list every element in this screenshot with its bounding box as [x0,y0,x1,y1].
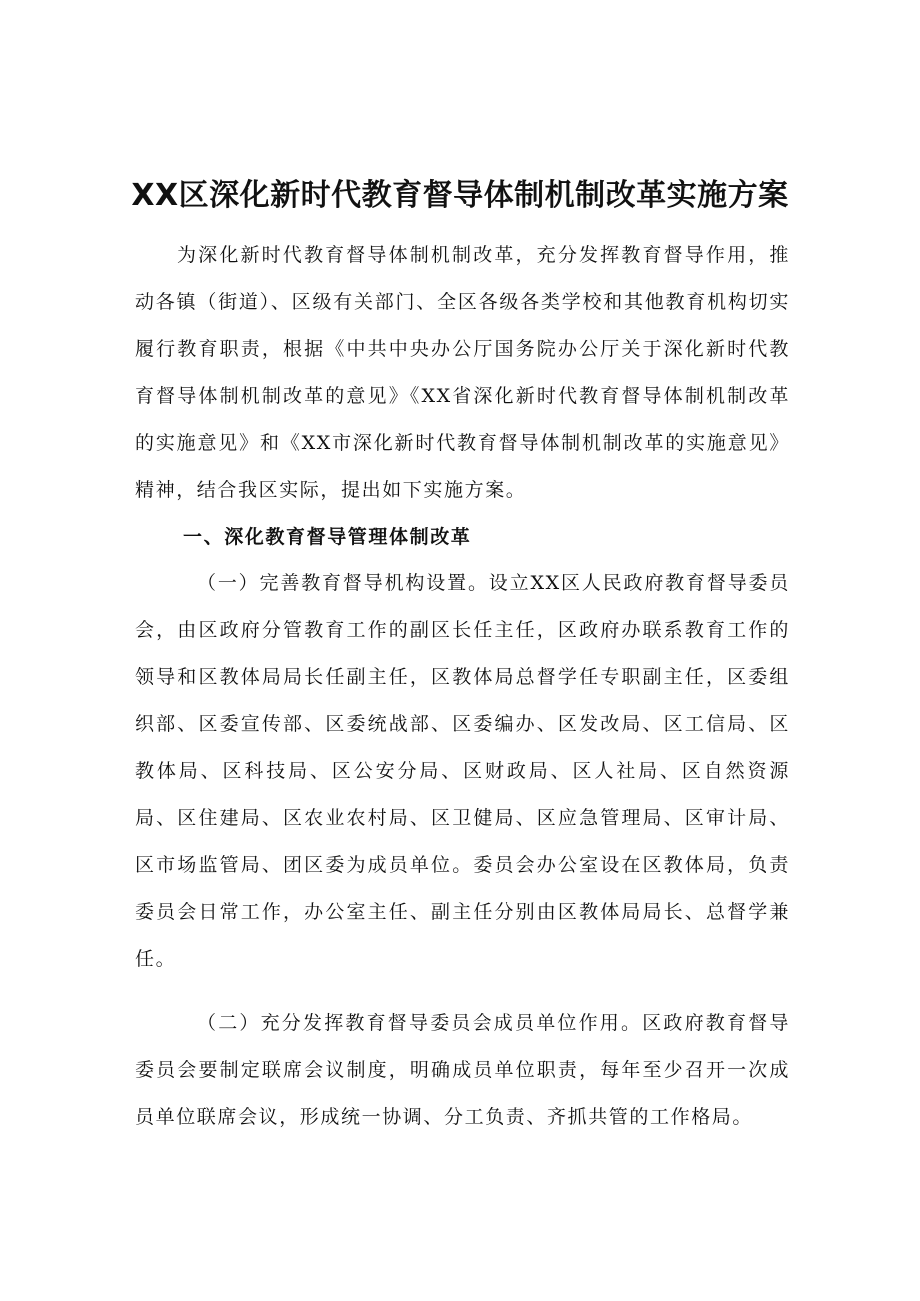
intro-paragraph: 为深化新时代教育督导体制机制改革，充分发挥教育督导作用，推动各镇（街道）、区级有关部门、全区各级各类学校和其他教育机构切实履行教育职责，根据《中共中央办公厅国务院办公厅关于深化新时代教育督导体制机制改革的意见》《XX省深化新时代教育督导体制机制改革的实施意见》和《XX市深化新时代教育督导体制机制改革的实施意见》精神，结合我区实际，提出如下实施方案。 [135,244,790,501]
item-paragraph-2: （二）充分发挥教育督导委员会成员单位作用。区政府教育督导委员会要制定联席会议制度，明确成员单位职责，每年至少召开一次成员单位联席会议，形成统一协调、分工负责、齐抓共管的工作格局。 [135,1012,790,1128]
item-paragraph-1: （一）完善教育督导机构设置。设立XX区人民政府教育督导委员会，由区政府分管教育工作的副区长任主任，区政府办联系教育工作的领导和区教体局局长任副主任，区教体局总督学任专职副主任，区委组织部、区委宣传部、区委统战部、区委编办、区发改局、区工信局、区教体局、区科技局、区公安分局、区财政局、区人社局、区自然资源局、区住建局、区农业农村局、区卫健局、区应急管理局、区审计局、区市场监管局、团区委为成员单位。委员会办公室设在区教体局，负责委员会日常工作，办公室主任、副主任分别由区教体局局长、总督学兼任。 [135,572,790,970]
section-heading-1: 一、深化教育督导管理体制改革 [183,526,472,548]
document-title: XX区深化新时代教育督导体制机制改革实施方案 [131,178,789,213]
